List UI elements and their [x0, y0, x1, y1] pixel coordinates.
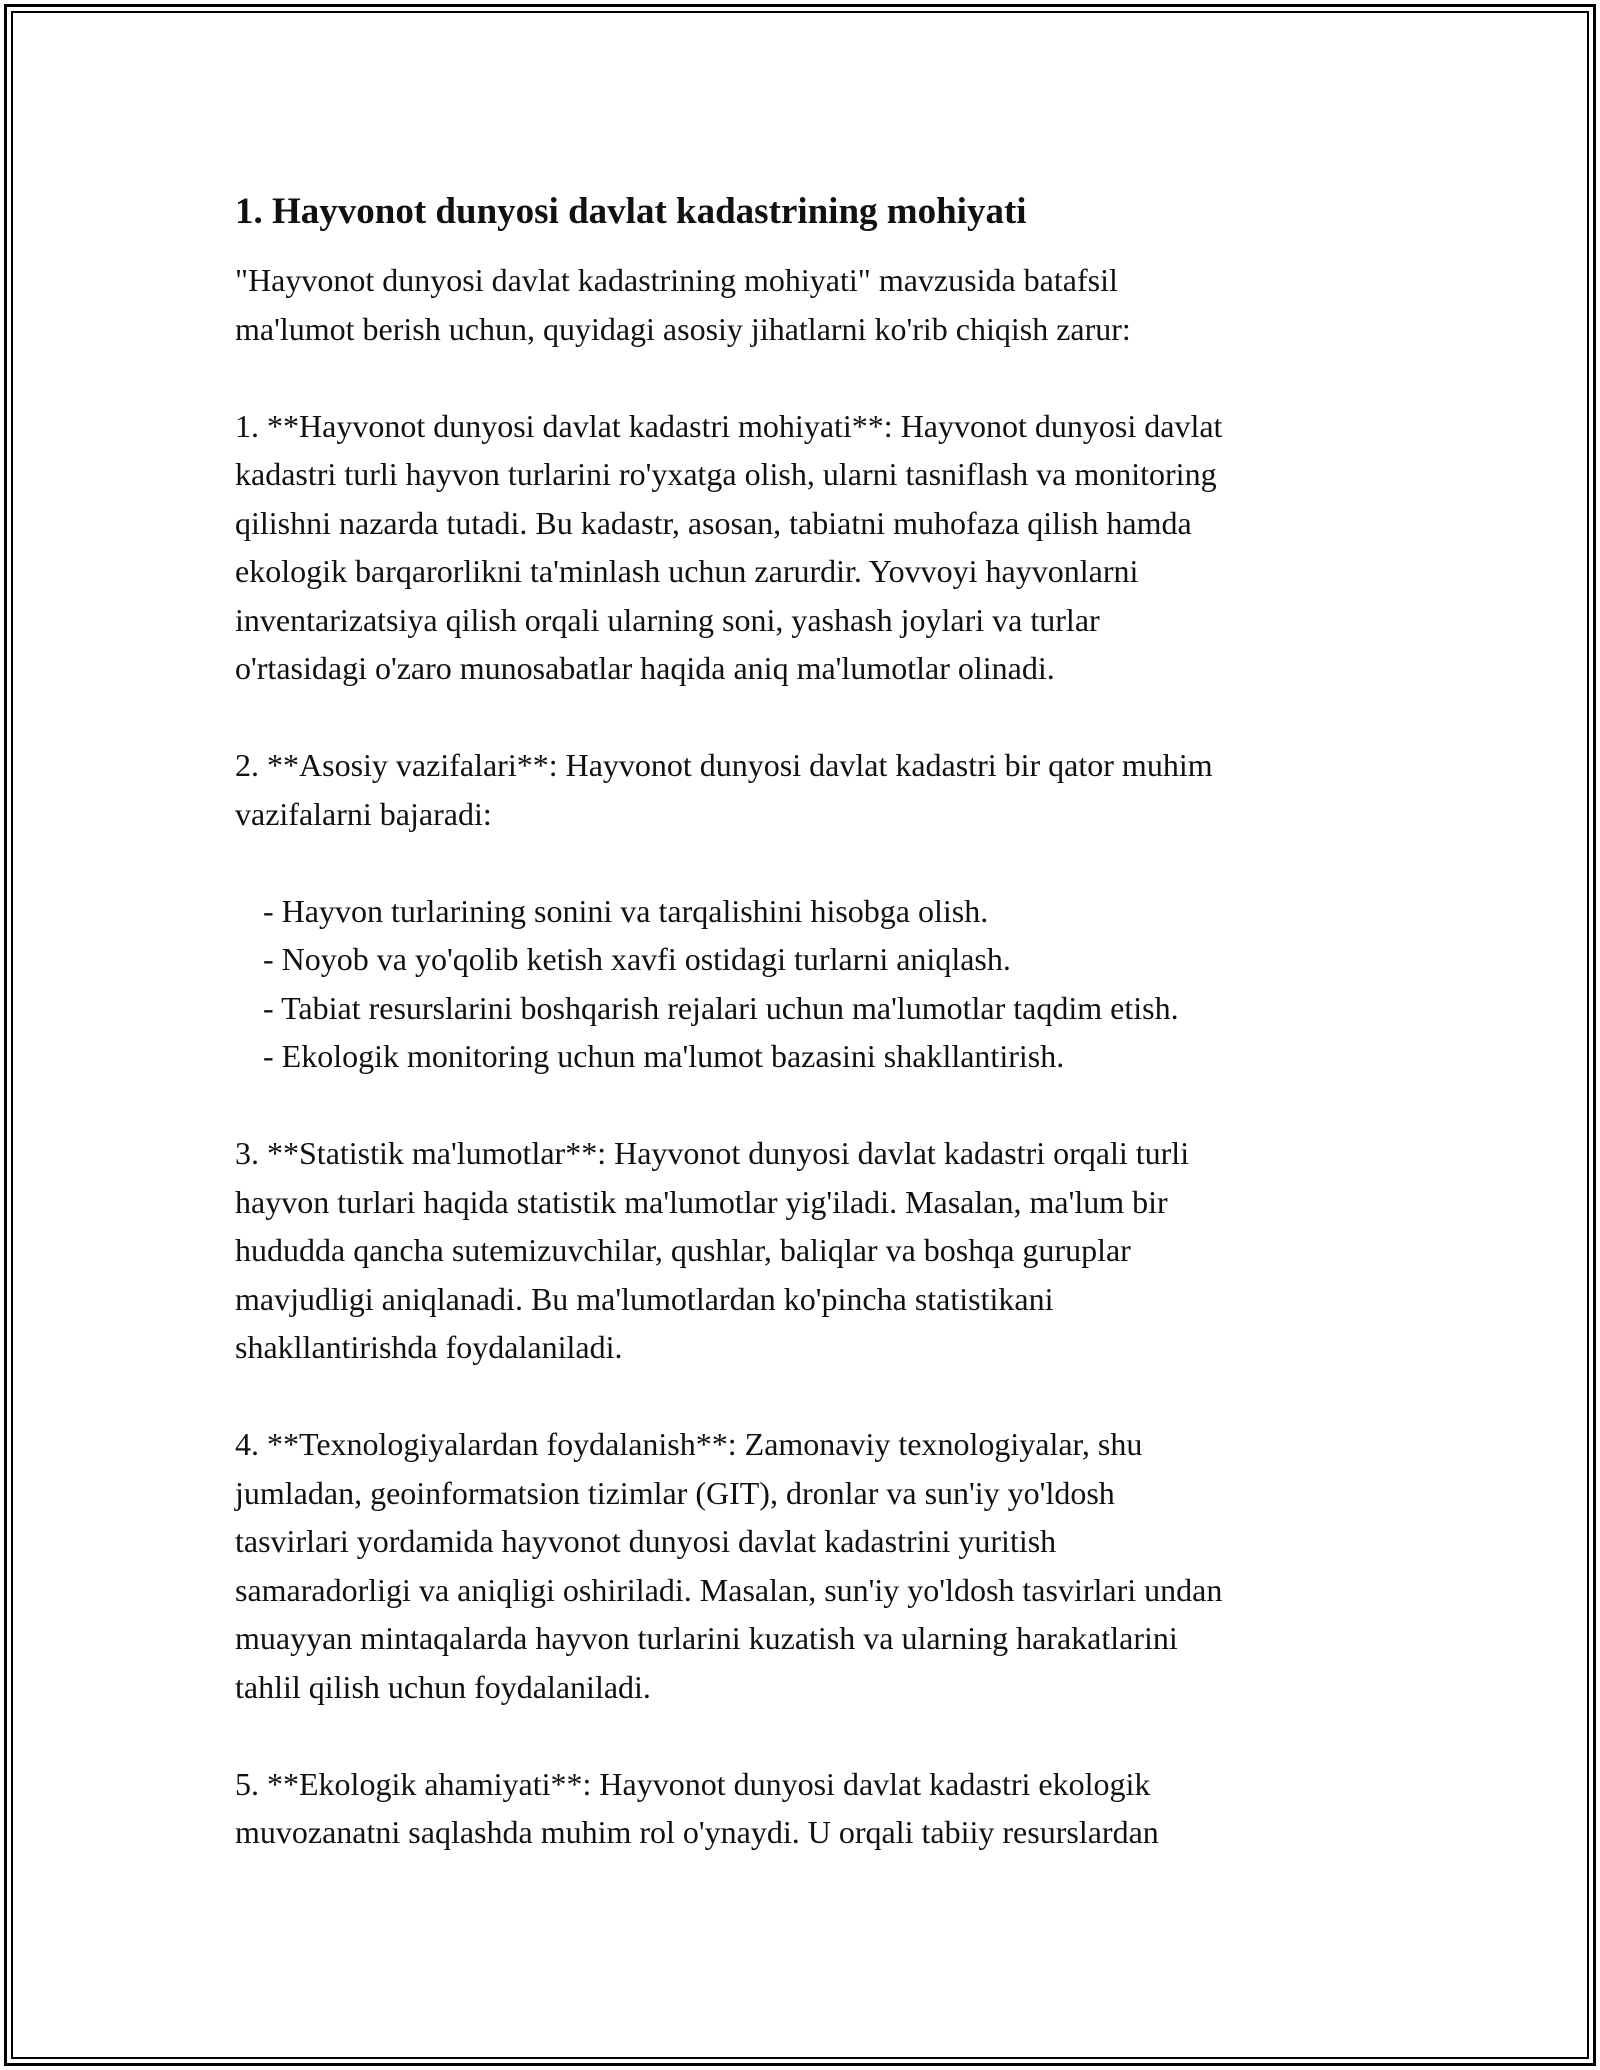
section-2-paragraph: 2. **Asosiy vazifalari**: Hayvonot dunyosi davlat kadastri bir qator muhim vazifalarni bajaradi: — [235, 747, 1213, 832]
section-1-paragraph: 1. **Hayvonot dunyosi davlat kadastri mohiyati**: Hayvonot dunyosi davlat kadastri turli hayvon turlarini ro'yxatga olish, ularni tasniflash va monitoring qilishni nazarda tutadi. Bu kadastr, asosan, tabiatni muhofaza qilish hamda ekologik barqarorlikni ta'minlash uchun zarurdir. Yovvoyi hayvonlarni inventarizatsiya qilish orqali ularning soni, yashash joylari va turlar o'rtasidagi o'zaro munosabatlar haqida aniq ma'lumotlar olinadi. — [235, 407, 1223, 686]
paragraph-gap — [235, 693, 1375, 742]
intro-paragraph: "Hayvonot dunyosi davlat kadastrining mohiyati" mavzusida batafsil ma'lumot berish uchun, quyidagi asosiy jihatlarni ko'rib chiqish zarur: — [235, 262, 1131, 347]
paragraph-gap — [235, 1711, 1375, 1760]
section-heading: 1. Hayvonot dunyosi davlat kadastrining mohiyati — [235, 191, 1027, 232]
paragraph-gap — [235, 353, 1375, 402]
section-4-paragraph: 4. **Texnologiyalardan foydalanish**: Zamonaviy texnologiyalar, shu jumladan, geoinformatsion tizimlar (GIT), dronlar va sun'iy yo'ldosh tasvirlari yordamida hayvonot dunyosi davlat kadastrini yuritish samaradorligi va aniqligi oshiriladi. Masalan, sun'iy yo'ldosh tasvirlari undan muayyan mintaqalarda hayvon turlarini kuzatish va ularning harakatlarini tahlil qilish uchun foydalaniladi. — [235, 1426, 1223, 1705]
tasks-list — [235, 887, 1375, 1081]
section-3-paragraph: 3. **Statistik ma'lumotlar**: Hayvonot dunyosi davlat kadastri orqali turli hayvon turlari haqida statistik ma'lumotlar yig'iladi. Masalan, ma'lum bir hududda qancha sutemizuvchilar, qushlar, baliqlar va boshqa guruplar mavjudligi aniqlanadi. Bu ma'lumotlardan ko'pincha statistikani shakllantirishda foydalaniladi. — [235, 1135, 1190, 1365]
list-item: - Noyob va yo'qolib ketish xavfi ostidagi turlarni aniqlash. — [263, 941, 1011, 977]
paragraph-gap — [235, 1372, 1375, 1421]
paragraph-gap — [235, 838, 1375, 887]
list-item: - Ekologik monitoring uchun ma'lumot bazasini shakllantirish. — [263, 1038, 1065, 1074]
list-item: - Tabiat resurslarini boshqarish rejalari uchun ma'lumotlar taqdim etish. — [263, 989, 1179, 1026]
list-item: - Hayvon turlarining sonini va tarqalishini hisobga olish. — [263, 892, 989, 929]
document-body — [235, 188, 1375, 1857]
section-5-paragraph: 5. **Ekologik ahamiyati**: Hayvonot dunyosi davlat kadastri ekologik muvozanatni saqlashda muhim rol o'ynaydi. U orqali tabiiy resurslardan — [235, 1765, 1159, 1850]
paragraph-gap — [235, 1081, 1375, 1130]
